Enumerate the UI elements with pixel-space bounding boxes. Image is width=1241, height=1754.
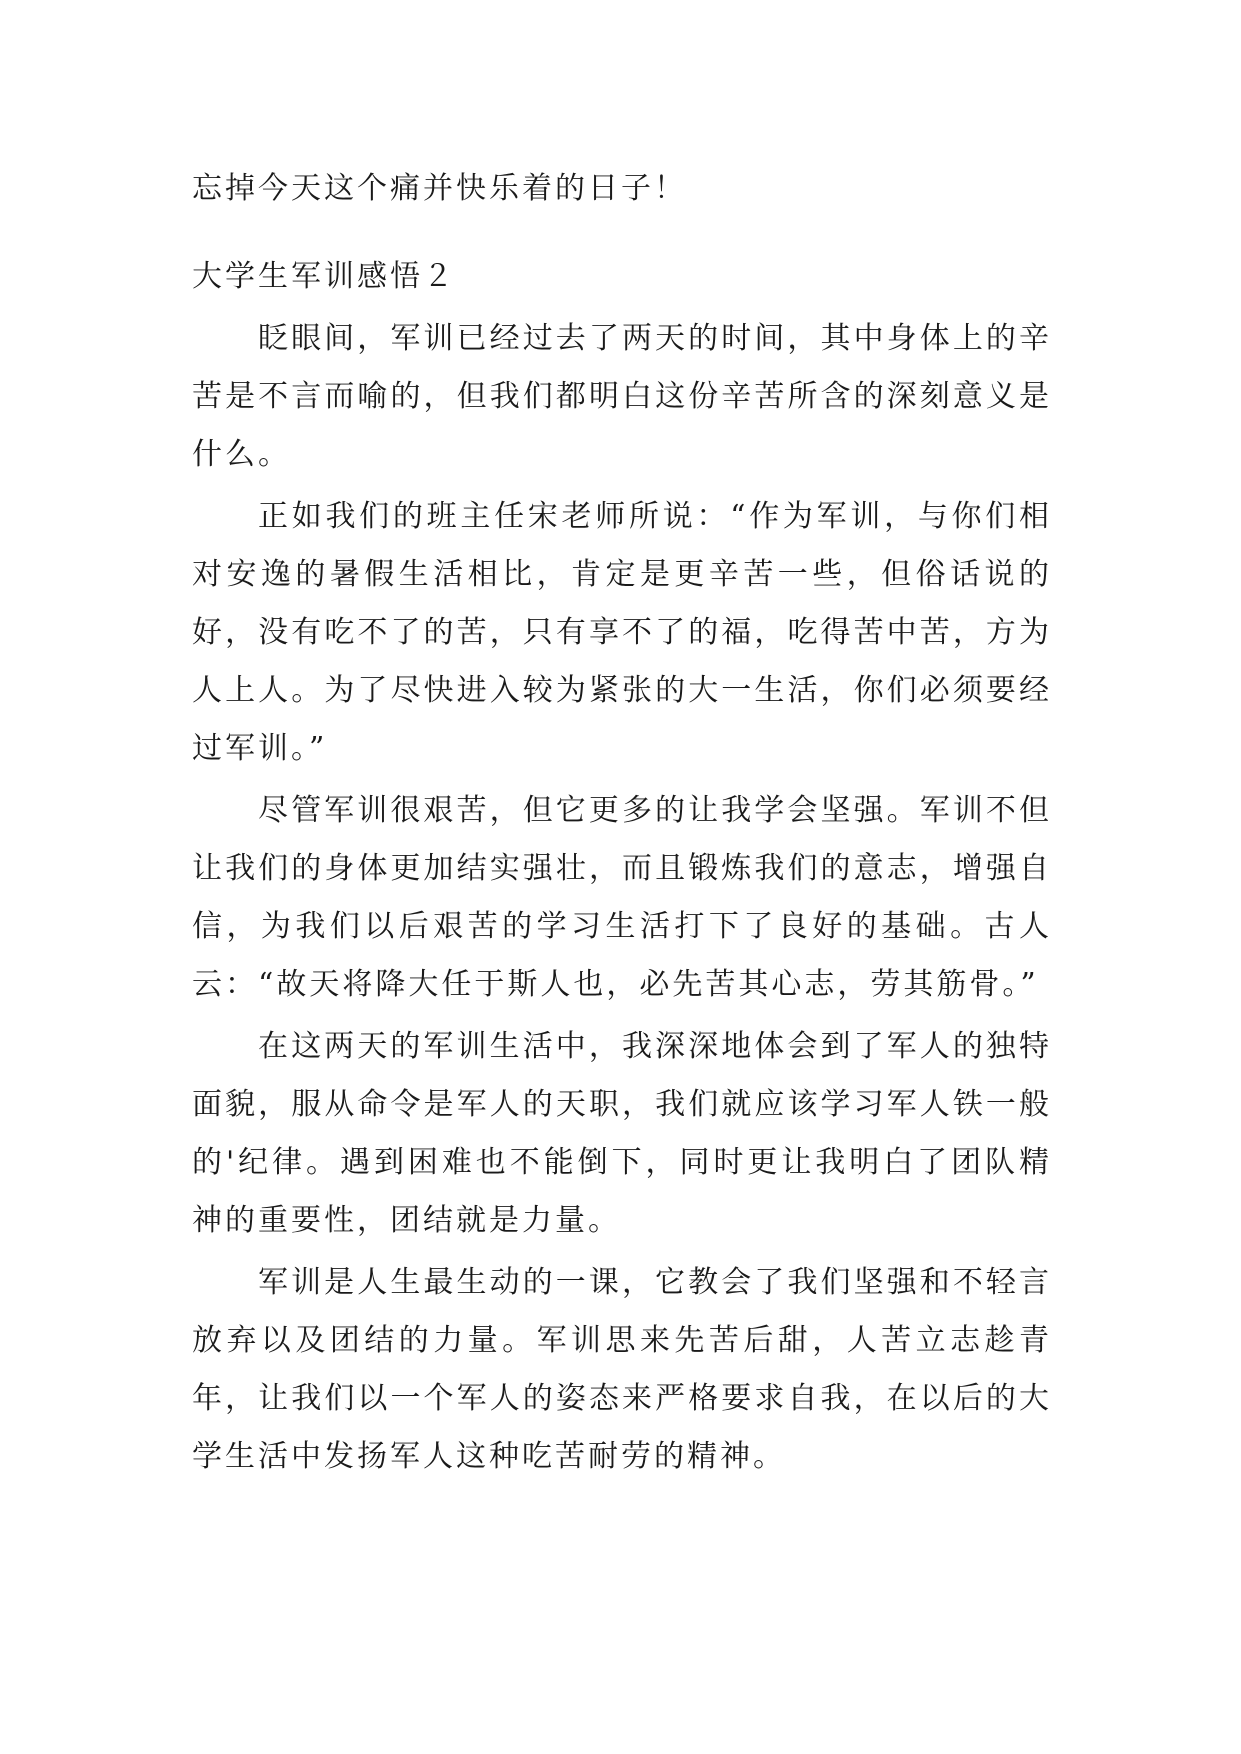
paragraph-5: 军训是人生最生动的一课，它教会了我们坚强和不轻言放弃以及团结的力量。军训思来先苦后甜，人苦立志趁青年，让我们以一个军人的姿态来严格要求自我，在以后的大学生活中发扬军人这种吃苦耐劳的精神。 [192, 1265, 1052, 1474]
paragraph-3: 尽管军训很艰苦，但它更多的让我学会坚强。军训不但让我们的身体更加结实强壮，而且锻炼我们的意志，增强自信，为我们以后艰苦的学习生活打下了良好的基础。古人云：“故天将降大任于斯人也，必先苦其心志，劳其筋骨。” [192, 793, 1052, 1002]
section-title: 大学生军训感悟２ [192, 259, 456, 294]
paragraph-2: 正如我们的班主任宋老师所说：“作为军训，与你们相对安逸的暑假生活相比，肯定是更辛苦一些，但俗话说的好，没有吃不了的苦，只有享不了的福，吃得苦中苦，方为人上人。为了尽快进入较为紧张的大一生活，你们必须要经过军训。” [192, 499, 1052, 766]
paragraph-4: 在这两天的军训生活中，我深深地体会到了军人的独特面貌，服从命令是军人的天职，我们就应该学习军人铁一般的'纪律。遇到困难也不能倒下，同时更让我明白了团队精神的重要性，团结就是力量。 [192, 1029, 1052, 1238]
text-column [192, 160, 1052, 1486]
paragraph-1: 眨眼间，军训已经过去了两天的时间，其中身体上的辛苦是不言而喻的，但我们都明白这份辛苦所含的深刻意义是什么。 [192, 321, 1052, 472]
continued-line: 忘掉今天这个痛并快乐着的日子！ [192, 171, 687, 206]
